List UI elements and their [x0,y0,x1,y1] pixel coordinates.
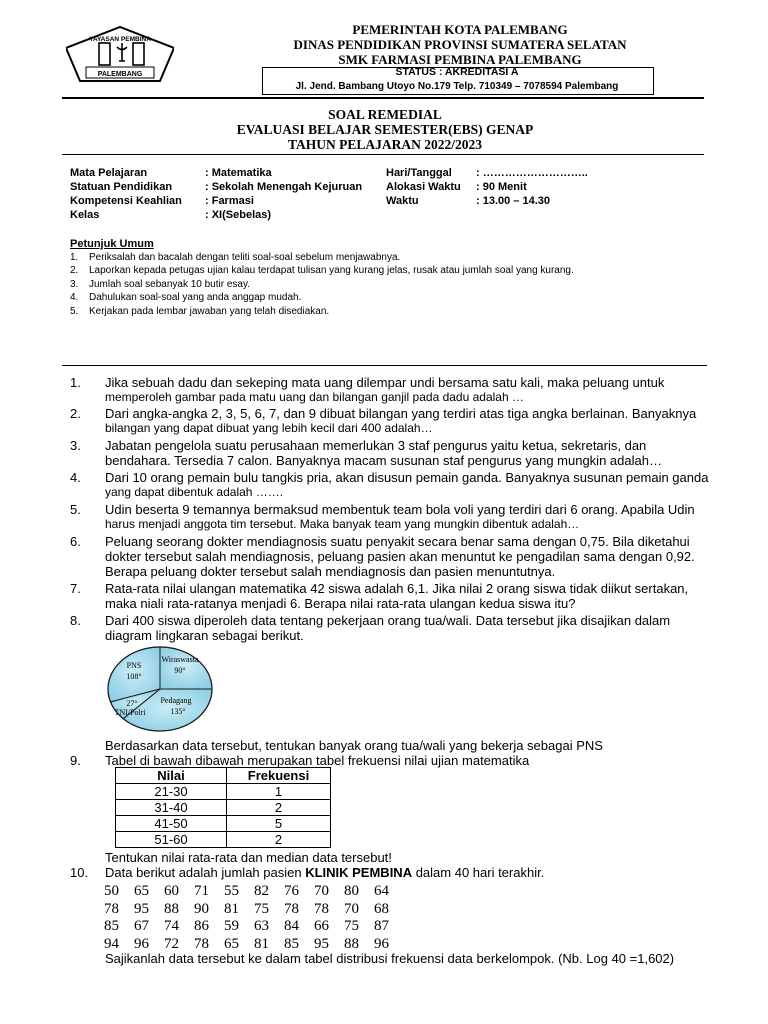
data-cell: 86 [194,918,209,934]
header-divider [62,97,704,99]
pie-slice [160,647,212,689]
slice-value: 135° [170,707,186,716]
data-cell: 75 [344,918,359,934]
data-cell: 96 [134,935,149,952]
data-cell: 65 [224,935,239,952]
column-header: Nilai [116,768,227,784]
table-header-row [116,768,331,784]
data-cell: 72 [164,935,179,952]
data-cell: 75 [254,900,269,917]
instructions-title: Petunjuk Umum [70,238,154,250]
identity-label: Kelas [70,209,100,221]
identity-label: Hari/Tanggal [386,167,452,179]
identity-value: : XI(Sebelas) [205,209,272,221]
data-cell: 95 [314,935,329,952]
data-cell: 95 [134,900,149,917]
doc-subtitle: EVALUASI BELAJAR SEMESTER(EBS) GENAP [236,122,534,137]
column-header: Frekuensi [227,768,331,784]
logo-arc-text: YAYASAN PEMBINA [89,36,151,43]
questions-divider [62,365,707,366]
data-cell: 84 [284,918,299,934]
data-cell: 63 [254,918,269,934]
identity-value: : ……………………….. [476,167,588,179]
data-cell: 78 [104,900,119,917]
doc-year: TAHUN PELAJARAN 2022/2023 [287,137,482,152]
data-cell: 64 [374,883,389,899]
slice-label: PNS [126,661,142,670]
identity-label: Statuan Pendidikan [70,181,173,193]
table-row: 41-50 5 [116,816,331,832]
data-cell: 70 [314,883,329,899]
instruction-item: 1. Periksalah dan bacalah dengan teliti soal-soal sebelum menjawabnya. [70,252,401,263]
data-cell: 94 [104,935,119,952]
data-cell: 70 [344,900,359,917]
table-row: 31-40 2 [116,800,331,816]
accreditation-status: STATUS : AKREDITASI A [395,66,519,78]
data-cell: 74 [164,918,179,934]
identity-value: : Matematika [205,167,272,179]
doc-title: SOAL REMEDIAL [328,107,442,122]
slice-value: 27° [126,699,138,708]
data-cell: 87 [374,918,389,934]
data-cell: 55 [224,883,239,899]
table-row: 21-30 1 [116,784,331,800]
clinic-name: KLINIK PEMBINA [305,865,413,880]
identity-label: Mata Pelajaran [70,167,148,179]
data-cell: 76 [284,883,299,899]
slice-label: Wiraswasta [161,655,199,664]
data-cell: 82 [254,883,269,899]
slice-value: 90° [174,666,186,675]
data-cell: 59 [224,918,239,934]
title-divider [62,154,704,155]
pie-chart [104,643,216,735]
data-cell: 78 [314,900,329,917]
header-government: PEMERINTAH KOTA PALEMBANG [352,22,568,37]
data-cell: 85 [104,918,119,934]
patient-data-grid [104,882,404,952]
table-row: 51-60 2 [116,832,331,848]
header-school-name: SMK FARMASI PEMBINA PALEMBANG [338,52,582,67]
header-department: DINAS PENDIDIKAN PROVINSI SUMATERA SELATAN [293,37,627,52]
data-row [104,935,404,953]
data-row [104,917,404,935]
data-cell: 81 [224,900,239,917]
logo-banner-text: PALEMBANG [97,71,143,78]
data-cell: 71 [194,883,209,899]
identity-value: : Farmasi [205,195,254,207]
data-cell: 80 [344,883,359,899]
data-row [104,882,404,900]
identity-label: Waktu [386,195,419,207]
data-cell: 88 [344,935,359,952]
data-cell: 78 [194,935,209,952]
data-cell: 78 [284,900,299,917]
slice-value: 108° [126,672,142,681]
data-cell: 85 [284,935,299,952]
slice-label: TNI/Polri [114,708,146,717]
data-cell: 81 [254,935,269,952]
instruction-item: 4. Dahulukan soal-soal yang anda anggap mudah. [70,292,302,303]
data-cell: 65 [134,883,149,899]
data-cell: 88 [164,900,179,917]
school-address: Jl. Jend. Bambang Utoyo No.179 Telp. 710349 – 7078594 Palembang [295,81,619,92]
school-logo [66,26,174,82]
data-cell: 60 [164,883,179,899]
identity-value: : 90 Menit [476,181,527,193]
identity-value: : 13.00 – 14.30 [476,195,551,207]
data-cell: 96 [374,935,389,952]
identity-label: Kompetensi Keahlian [70,195,182,207]
identity-label: Alokasi Waktu [386,181,461,193]
data-cell: 68 [374,900,389,917]
instruction-item: 5. Kerjakan pada lembar jawaban yang telah disediakan. [70,306,330,317]
identity-value: : Sekolah Menengah Kejuruan [205,181,363,193]
slice-label: Pedagang [160,696,192,705]
data-cell: 66 [314,918,329,934]
data-row [104,900,404,918]
instruction-item: 2. Laporkan kepada petugas ujian kalau terdapat tulisan yang kurang jelas, rusak atau jumlah soal yang kurang. [70,265,574,276]
data-cell: 90 [194,900,209,917]
data-cell: 50 [104,883,119,899]
instruction-item: 3. Jumlah soal sebanyak 10 butir esay. [70,279,251,290]
frequency-table [115,767,331,848]
data-cell: 67 [134,918,149,934]
